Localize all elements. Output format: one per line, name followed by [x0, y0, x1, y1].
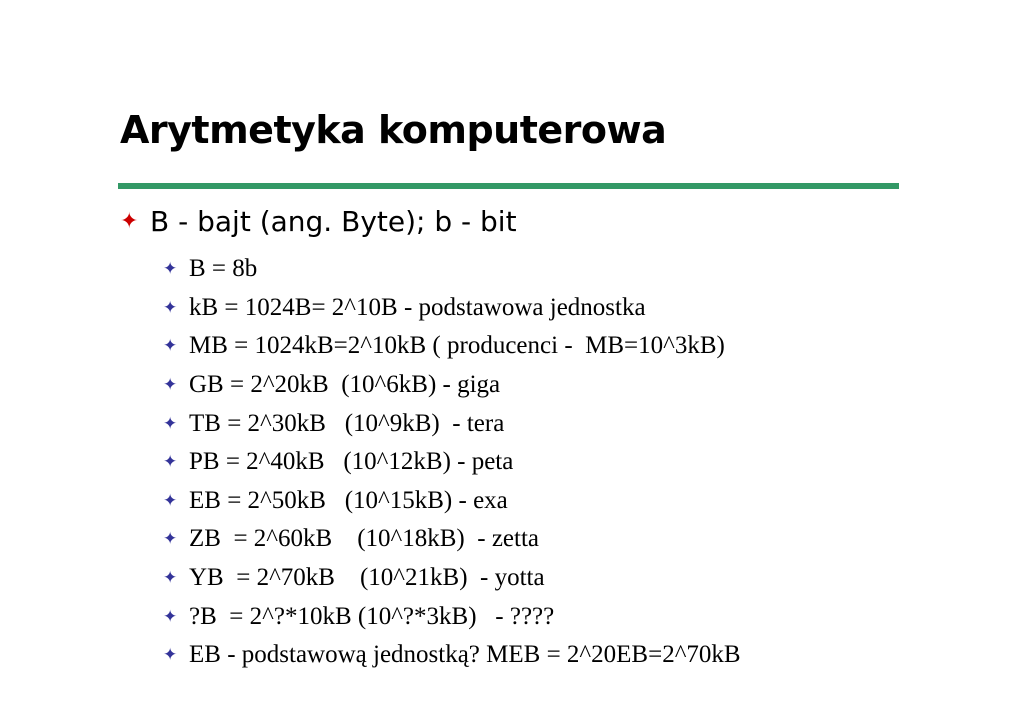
sub-bullet-text: ?B = 2^?*10kB (10^?*3kB) - ???? — [189, 602, 555, 630]
sub-bullet-item — [163, 482, 741, 521]
sub-bullet-text: B = 8b — [189, 255, 258, 283]
four-pointed-star-icon: ✦ — [163, 529, 178, 550]
main-bullet-text: B - bajt (ang. Byte); b - bit — [150, 205, 517, 238]
sub-bullet-item — [163, 327, 741, 366]
sub-bullet-item — [163, 250, 741, 289]
sub-bullet-item — [163, 366, 741, 405]
sub-bullet-text: kB = 1024B= 2^10B - podstawowa jednostka — [189, 293, 646, 321]
sub-bullet-item — [163, 597, 741, 636]
sub-bullet-item — [163, 289, 741, 328]
four-pointed-star-icon: ✦ — [163, 259, 178, 280]
four-pointed-star-icon: ✦ — [163, 413, 178, 434]
main-bullet-item — [120, 205, 517, 238]
sub-bullet-item — [163, 443, 741, 482]
four-pointed-star-icon: ✦ — [163, 336, 178, 357]
four-pointed-star-icon: ✦ — [120, 209, 139, 234]
four-pointed-star-icon: ✦ — [163, 606, 178, 627]
sub-bullet-text: PB = 2^40kB (10^12kB) - peta — [189, 448, 514, 476]
four-pointed-star-icon: ✦ — [163, 490, 178, 511]
sub-bullet-list — [163, 250, 741, 675]
sub-bullet-text: GB = 2^20kB (10^6kB) - giga — [189, 371, 501, 399]
sub-bullet-text: ZB = 2^60kB (10^18kB) - zetta — [189, 525, 540, 553]
title-underline — [118, 183, 899, 189]
sub-bullet-item — [163, 636, 741, 675]
four-pointed-star-icon: ✦ — [163, 568, 178, 589]
four-pointed-star-icon: ✦ — [163, 645, 178, 666]
sub-bullet-text: EB = 2^50kB (10^15kB) - exa — [189, 486, 508, 514]
sub-bullet-text: MB = 1024kB=2^10kB ( producenci - MB=10^3kB) — [189, 332, 725, 360]
sub-bullet-text: TB = 2^30kB (10^9kB) - tera — [189, 409, 505, 437]
sub-bullet-text: EB - podstawową jednostką? MEB = 2^20EB=2^70kB — [189, 641, 741, 669]
sub-bullet-text: YB = 2^70kB (10^21kB) - yotta — [189, 564, 545, 592]
sub-bullet-item — [163, 404, 741, 443]
sub-bullet-item — [163, 520, 741, 559]
four-pointed-star-icon: ✦ — [163, 375, 178, 396]
four-pointed-star-icon: ✦ — [163, 297, 178, 318]
four-pointed-star-icon: ✦ — [163, 452, 178, 473]
slide-title: Arytmetyka komputerowa — [120, 108, 667, 152]
sub-bullet-item — [163, 559, 741, 598]
